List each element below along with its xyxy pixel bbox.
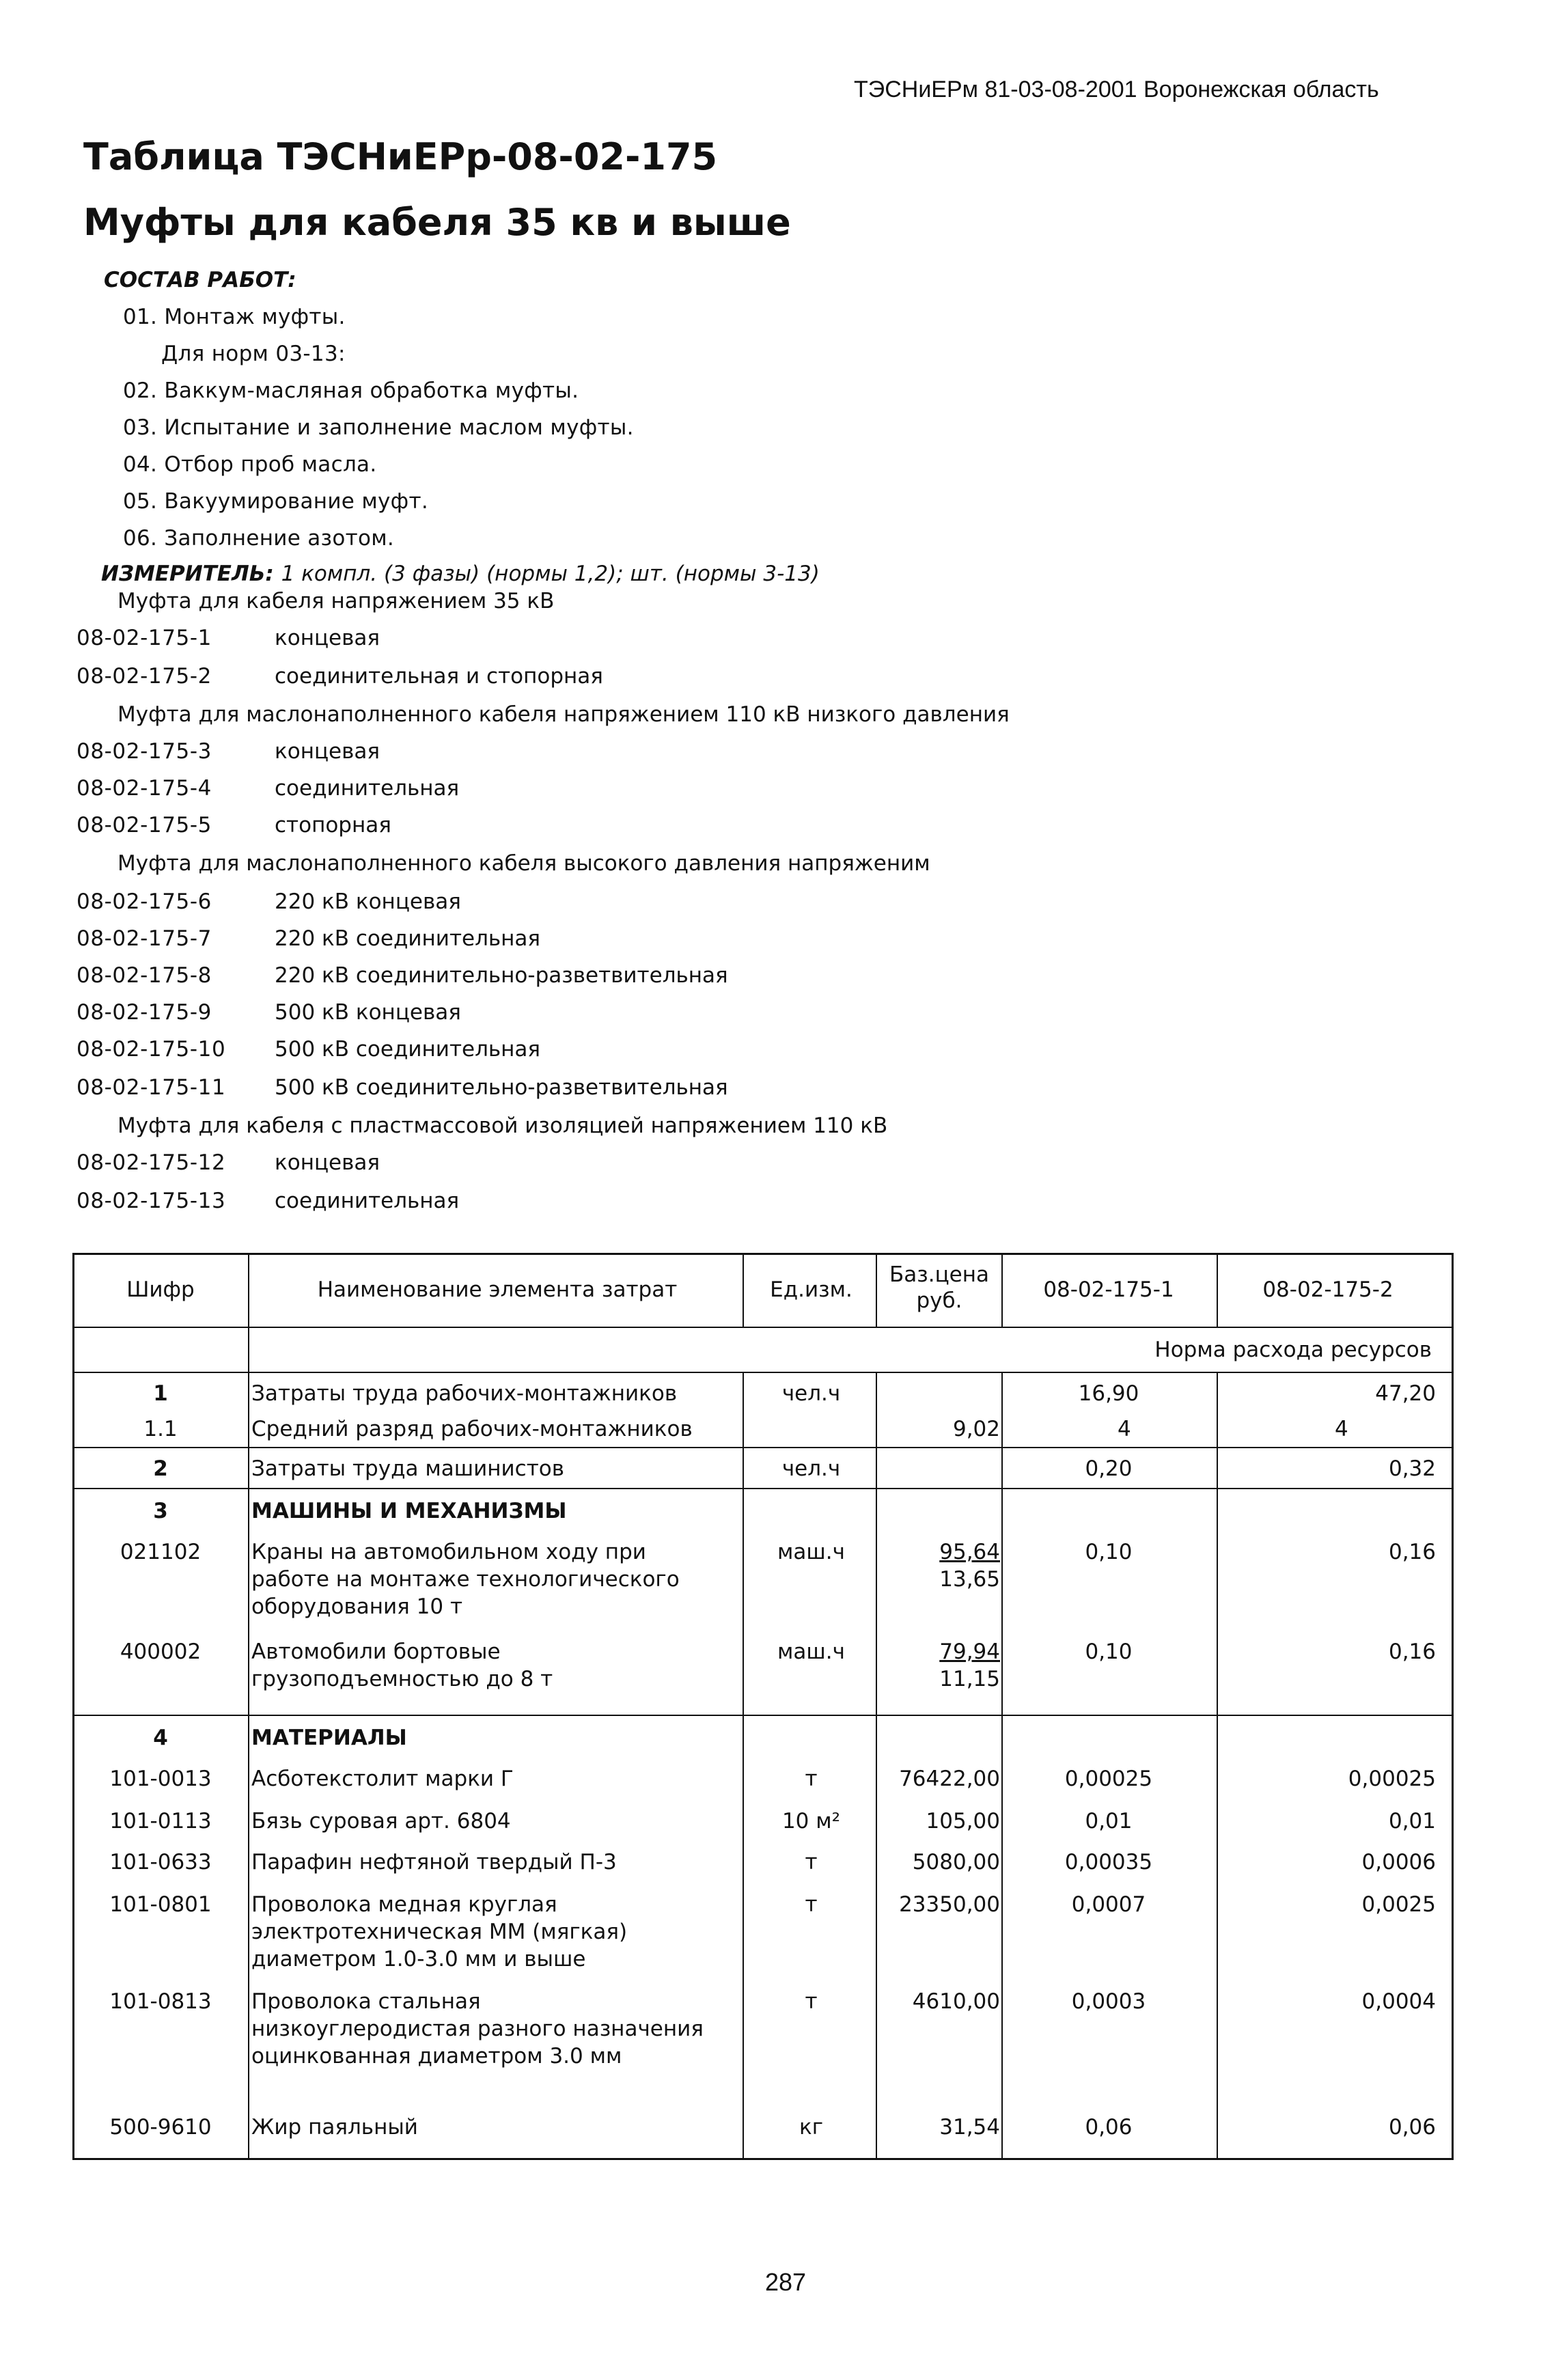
col-header-name: Наименование элемента затрат <box>317 1277 678 1302</box>
table-row-price-wage: 11,15 <box>939 1667 1000 1691</box>
norm-description: стопорная <box>275 813 391 838</box>
table-row-unit: т <box>805 1767 818 1791</box>
norm-group-title: Муфта для маслонаполненного кабеля высокого давления напряженим <box>117 851 930 876</box>
table-row-norm-1: 0,0003 <box>1071 1989 1146 2014</box>
column-divider <box>1217 1253 1218 1327</box>
table-row-name: Затраты труда машинистов <box>251 1456 565 1481</box>
col-header-norm-1: 08-02-175-1 <box>1043 1277 1174 1302</box>
norm-description: концевая <box>275 739 380 764</box>
table-row-norm-2: 0,0006 <box>1361 1850 1436 1874</box>
table-row-name: электротехническая ММ (мягкая) <box>251 1920 628 1944</box>
table-row-norm-1: 0,00035 <box>1064 1850 1153 1874</box>
table-row-norm-1: 4 <box>1118 1417 1131 1441</box>
table-section-title: МАТЕРИАЛЫ <box>251 1726 407 1750</box>
norm-code: 08-02-175-11 <box>77 1075 226 1100</box>
norm-group-title: Муфта для маслонаполненного кабеля напряжением 110 кВ низкого давления <box>117 702 1010 727</box>
norm-description: 500 кВ соединительная <box>275 1037 541 1062</box>
table-row-norm-2: 0,16 <box>1388 1639 1436 1664</box>
row-divider <box>72 1327 1452 1328</box>
table-row-name: Затраты труда рабочих-монтажников <box>251 1381 678 1406</box>
table-row-name: Проволока стальная <box>251 1989 481 2014</box>
work-item: 02. Ваккум-масляная обработка муфты. <box>123 378 579 403</box>
table-row-code: 101-0813 <box>109 1989 212 2014</box>
table-row-code: 400002 <box>120 1639 202 1664</box>
table-row-norm-1: 0,10 <box>1085 1540 1133 1564</box>
row-divider <box>72 1372 1452 1373</box>
table-row-name: оборудования 10 т <box>251 1594 463 1619</box>
table-row-unit: чел.ч <box>781 1381 841 1406</box>
table-row-name: Парафин нефтяной твердый П-3 <box>251 1850 617 1874</box>
norm-group-title: Муфта для кабеля напряжением 35 кВ <box>117 589 555 613</box>
norm-description: концевая <box>275 1150 380 1175</box>
table-row-name: оцинкованная диаметром 3.0 мм <box>251 2044 622 2068</box>
table-row-unit: кг <box>799 2115 823 2140</box>
table-row-norm-1: 0,06 <box>1085 2115 1133 2140</box>
table-row-price: 105,00 <box>926 1809 1000 1834</box>
norm-description: соединительная и стопорная <box>275 664 603 689</box>
table-row-unit: 10 м² <box>781 1809 841 1834</box>
table-row-code: 3 <box>153 1499 168 1523</box>
table-row-name: Краны на автомобильном ходу при <box>251 1540 646 1564</box>
norm-caption: Норма расхода ресурсов <box>1154 1338 1432 1362</box>
page-number: 287 <box>764 2268 807 2296</box>
norm-description: 500 кВ соединительно-разветвительная <box>275 1075 728 1100</box>
table-row-code: 101-0013 <box>109 1767 212 1791</box>
table-row-unit: т <box>805 1850 818 1874</box>
norm-code: 08-02-175-10 <box>77 1037 226 1062</box>
table-row-price-wage: 13,65 <box>939 1567 1000 1592</box>
row-divider <box>72 1715 1452 1716</box>
table-row-code: 1 <box>153 1381 168 1406</box>
table-row-code: 4 <box>153 1726 168 1750</box>
table-row-unit: маш.ч <box>777 1540 845 1564</box>
table-subtitle: Муфты для кабеля 35 кв и выше <box>83 201 791 244</box>
works-heading: СОСТАВ РАБОТ: <box>104 268 296 292</box>
col-header-price-unit: руб. <box>916 1288 962 1313</box>
norm-description: 220 кВ соединительная <box>275 926 541 951</box>
norm-code: 08-02-175-12 <box>77 1150 226 1175</box>
norm-code: 08-02-175-3 <box>77 739 212 764</box>
table-row-code: 500-9610 <box>109 2115 212 2140</box>
table-row-norm-1: 0,01 <box>1085 1809 1133 1834</box>
table-row-norm-2: 0,01 <box>1388 1809 1436 1834</box>
table-row-norm-1: 0,20 <box>1085 1456 1133 1481</box>
table-row-code: 101-0633 <box>109 1850 212 1874</box>
norm-description: концевая <box>275 626 380 650</box>
table-row-price: 9,02 <box>952 1417 1000 1441</box>
work-item: 04. Отбор проб масла. <box>123 452 377 477</box>
table-row-name: грузоподъемностью до 8 т <box>251 1667 553 1691</box>
norm-description: 500 кВ концевая <box>275 1000 461 1025</box>
norm-code: 08-02-175-7 <box>77 926 212 951</box>
table-title: Таблица ТЭСНиЕРр-08-02-175 <box>83 135 718 178</box>
col-header-price: Баз.цена <box>889 1262 990 1287</box>
table-row-code: 2 <box>153 1456 168 1481</box>
table-row-name: Асботекстолит марки Г <box>251 1767 514 1791</box>
work-item: 05. Вакуумирование муфт. <box>123 489 428 514</box>
table-row-price: 95,64 <box>939 1540 1000 1564</box>
norm-code: 08-02-175-5 <box>77 813 212 838</box>
norm-description: 220 кВ соединительно-разветвительная <box>275 963 728 988</box>
col-header-norm-2: 08-02-175-2 <box>1262 1277 1393 1302</box>
table-row-norm-1: 16,90 <box>1078 1381 1139 1406</box>
norm-code: 08-02-175-13 <box>77 1189 226 1213</box>
table-row-price: 76422,00 <box>899 1767 1000 1791</box>
measure-line <box>101 562 820 586</box>
table-row-norm-1: 0,0007 <box>1071 1892 1146 1917</box>
norm-code: 08-02-175-2 <box>77 664 212 689</box>
work-item: 06. Заполнение азотом. <box>123 526 395 551</box>
measure-text: 1 компл. (3 фазы) (нормы 1,2); шт. (нормы 3-13) <box>281 562 820 586</box>
norm-group-title: Муфта для кабеля с пластмассовой изоляцией напряжением 110 кВ <box>117 1113 888 1138</box>
table-row-norm-1: 0,00025 <box>1064 1767 1153 1791</box>
norm-description: соединительная <box>275 776 460 801</box>
table-row-norm-2: 4 <box>1335 1417 1348 1441</box>
norm-code: 08-02-175-1 <box>77 626 212 650</box>
norm-code: 08-02-175-8 <box>77 963 212 988</box>
table-row-name: работе на монтаже технологического <box>251 1567 680 1592</box>
table-row-name: Проволока медная круглая <box>251 1892 557 1917</box>
table-row-unit: чел.ч <box>781 1456 841 1481</box>
table-row-price: 4610,00 <box>912 1989 1000 2014</box>
table-row-code: 101-0113 <box>109 1809 212 1834</box>
document-reference: ТЭСНиЕРм 81-03-08-2001 Воронежская область <box>854 77 1379 102</box>
table-row-unit: маш.ч <box>777 1639 845 1664</box>
row-divider <box>72 1447 1452 1448</box>
table-row-name: Бязь суровая арт. 6804 <box>251 1809 511 1834</box>
row-divider <box>72 1488 1452 1489</box>
table-row-price: 31,54 <box>939 2115 1000 2140</box>
table-row-name: Жир паяльный <box>251 2115 418 2140</box>
table-row-norm-2: 0,00025 <box>1348 1767 1436 1791</box>
table-row-code: 021102 <box>120 1540 202 1564</box>
norm-code: 08-02-175-4 <box>77 776 212 801</box>
table-row-code: 101-0801 <box>109 1892 212 1917</box>
column-divider <box>248 1253 249 2159</box>
table-row-name: диаметром 1.0-3.0 мм и выше <box>251 1947 586 1971</box>
norm-description: соединительная <box>275 1189 460 1213</box>
table-row-norm-2: 0,32 <box>1388 1456 1436 1481</box>
table-row-norm-2: 0,0025 <box>1361 1892 1436 1917</box>
table-row-norm-1: 0,10 <box>1085 1639 1133 1664</box>
table-row-price: 79,94 <box>939 1639 1000 1664</box>
table-row-code: 1.1 <box>143 1417 178 1441</box>
column-divider <box>1217 1373 1218 2159</box>
table-row-price: 5080,00 <box>912 1850 1000 1874</box>
table-row-price: 23350,00 <box>899 1892 1000 1917</box>
norm-description: 220 кВ концевая <box>275 889 461 914</box>
work-item: Для норм 03-13: <box>161 342 346 366</box>
norm-code: 08-02-175-6 <box>77 889 212 914</box>
table-row-norm-2: 0,06 <box>1388 2115 1436 2140</box>
table-row-norm-2: 0,16 <box>1388 1540 1436 1564</box>
table-row-name: низкоуглеродистая разного назначения <box>251 2017 704 2041</box>
table-section-title: МАШИНЫ И МЕХАНИЗМЫ <box>251 1499 567 1523</box>
table-row-norm-2: 0,0004 <box>1361 1989 1436 2014</box>
work-item: 03. Испытание и заполнение маслом муфты. <box>123 415 634 440</box>
table-row-norm-2: 47,20 <box>1375 1381 1436 1406</box>
col-header-unit: Ед.изм. <box>770 1277 852 1302</box>
resource-table <box>72 1253 1452 2159</box>
measure-heading: ИЗМЕРИТЕЛЬ: <box>101 562 274 586</box>
table-row-unit: т <box>805 1892 818 1917</box>
table-row-unit: т <box>805 1989 818 2014</box>
norm-code: 08-02-175-9 <box>77 1000 212 1025</box>
work-item: 01. Монтаж муфты. <box>123 305 346 329</box>
col-header-code: Шифр <box>126 1277 195 1302</box>
table-row-name: Средний разряд рабочих-монтажников <box>251 1417 693 1441</box>
table-row-name: Автомобили бортовые <box>251 1639 501 1664</box>
